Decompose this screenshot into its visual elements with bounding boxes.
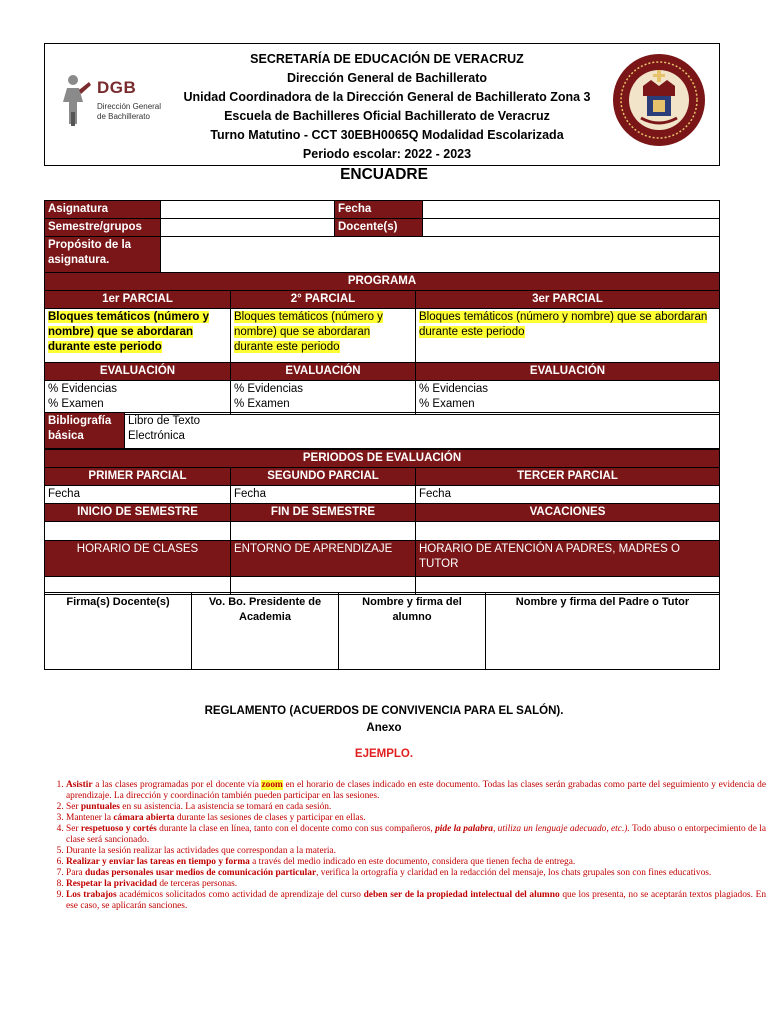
rule-text: deben ser de la propiedad intelectual del alumno [363,890,560,900]
rule-item [66,868,766,879]
periodos-table [44,449,720,595]
rule-text: respetuoso y cortés [80,824,157,834]
examen-text: % Examen [419,398,475,410]
rule-text: , utiliza un lenguaje adecuado, etc.). [492,824,630,834]
vacaciones-field[interactable] [416,522,720,541]
entorno-aprendizaje-header: ENTORNO DE APRENDIZAJE [231,541,416,577]
rule-text: , verifica la ortografía y claridad en la redacción del mensaje, los chats grupales son con fines educativos. [316,868,712,878]
header-line: Periodo escolar: 2022 - 2023 [302,147,472,161]
header-line: SECRETARÍA DE EDUCACIÓN DE VERACRUZ [250,52,524,66]
parcial2-header: 2° PARCIAL [231,291,416,309]
periodos-header: PERIODOS DE EVALUACIÓN [45,450,720,468]
bibliografia-field[interactable] [125,413,720,449]
bloques-text: Bloques temáticos (número y nombre) que se abordaran durante este periodo [234,311,383,353]
dgb-sub-line: de Bachillerato [97,112,150,121]
header-box [44,43,720,166]
proposito-label-line: asignatura. [48,254,110,266]
segundo-parcial-header: SEGUNDO PARCIAL [231,468,416,486]
evaluacion1-cell[interactable] [45,381,231,415]
dgb-logo-subtitle [97,102,161,122]
rule-item [66,813,766,824]
reglamento-anexo: Anexo [366,722,402,734]
fecha-field[interactable] [423,201,720,219]
rule-text: Realizar y enviar las tareas en tiempo y forma [66,857,250,867]
evaluacion2-cell[interactable] [231,381,416,415]
rule-text: Para [66,868,86,878]
evidencias-text: % Evidencias [419,383,489,395]
parcial3-header: 3er PARCIAL [416,291,720,309]
evaluacion3-header: EVALUACIÓN [416,363,720,381]
rule-text: durante las sesiones de clases y participar en ellas. [174,813,366,823]
header-line: Turno Matutino - CCT 30EBH0065Q Modalidad Escolarizada [210,128,564,142]
docentes-field[interactable] [423,219,720,237]
rules-list [24,780,766,912]
segundo-fecha-field[interactable]: Fecha [231,486,416,504]
rule-text: Todo abuso o entorpecimiento de la clase será sancionado. [66,824,767,845]
rule-item [66,879,766,890]
ejemplo-label: EJEMPLO. [354,748,414,760]
page-title: ENCUADRE [340,166,428,183]
signatures-table [44,592,720,670]
presidente-academia-cell[interactable]: Vo. Bo. Presidente de Academia [192,593,339,670]
rule-item [66,824,766,846]
rule-text: dudas personales usar medios de comunicación particular [85,868,317,878]
rule-text: académicos solicitados como actividad de aprendizaje del curso [116,890,364,900]
primer-parcial-header: PRIMER PARCIAL [45,468,231,486]
rule-text: Mantener la [66,813,114,823]
primer-fecha-field[interactable]: Fecha [45,486,231,504]
dgb-logo-text: DGB [97,78,137,97]
rule-item [66,802,766,813]
examen-text: % Examen [234,398,290,410]
rule-text: Los trabajos [66,890,117,900]
bloques-text: Bloques temáticos (número y nombre) que se abordaran durante este periodo [48,311,210,353]
parcial2-bloques[interactable] [231,309,416,363]
evaluacion2-header: EVALUACIÓN [231,363,416,381]
inicio-semestre-header: INICIO DE SEMESTRE [45,504,231,522]
rule-text: puntuales [80,802,120,812]
rule-text: en el horario de clases indicado en este documento. Todas las clases serán grabadas como parte del seguimiento y evidencia de aprendizaje. La dirección y coordinación también pueden participar en las sesiones. [66,780,766,801]
semestre-field[interactable] [161,219,335,237]
parcial1-bloques[interactable] [45,309,231,363]
libro-line: Electrónica [128,430,185,442]
reglamento-title-line: REGLAMENTO (ACUERDOS DE CONVIVENCIA PARA EL SALÓN). [204,705,564,717]
libro-line: Libro de Texto [128,415,201,427]
rule-text: Ser [66,802,81,812]
dgb-sub-line: Dirección General [97,102,162,111]
evaluacion1-header: EVALUACIÓN [45,363,231,381]
parcial3-bloques[interactable] [416,309,720,363]
rule-text: Asistir [66,780,93,790]
dgb-logo [57,72,177,142]
tercer-parcial-header: TERCER PARCIAL [416,468,720,486]
vacaciones-header: VACACIONES [416,504,720,522]
proposito-field[interactable] [161,237,720,273]
firma-docentes-cell[interactable]: Firma(s) Docente(s) [45,593,192,670]
school-seal-icon [611,52,707,148]
header-line: Unidad Coordinadora de la Dirección General de Bachillerato Zona 3 [183,90,591,104]
fin-semestre-header: FIN DE SEMESTRE [231,504,416,522]
rule-text: que los presenta, no se aceptarán textos plagiados. En ese caso, se aplicarán sanciones. [66,890,767,911]
header-lines [175,50,599,164]
evidencias-text: % Evidencias [234,383,304,395]
inicio-semestre-field[interactable] [45,522,231,541]
reglamento-title [0,703,768,737]
rule-text: de terceras personas. [156,879,238,889]
bibliografia-label-line: Bibliografía [48,415,112,427]
proposito-label [45,237,161,273]
rule-text: Ser [66,824,81,834]
asignatura-label: Asignatura [45,201,161,219]
rule-text: Respetar la privacidad [66,879,157,889]
proposito-label-line: Propósito de la [48,239,132,251]
horario-atencion-header: HORARIO DE ATENCIÓN A PADRES, MADRES O TUTOR [416,541,720,577]
bibliografia-label-line: básica [48,430,84,442]
semestre-label: Semestre/grupos [45,219,161,237]
evaluacion3-cell[interactable] [416,381,720,415]
rule-item [66,846,766,857]
rule-text: durante la clase en línea, tanto con el docente como con sus compañeros, [156,824,436,834]
dgb-figure-icon [59,72,95,128]
firma-padre-cell[interactable]: Nombre y firma del Padre o Tutor [486,593,720,670]
bloques-text: Bloques temáticos (número y nombre) que se abordaran durante este periodo [419,311,708,338]
firma-alumno-cell[interactable]: Nombre y firma del alumno [339,593,486,670]
form-header-table [44,200,720,273]
tercer-fecha-field[interactable]: Fecha [416,486,720,504]
rule-item [66,857,766,868]
header-line: Dirección General de Bachillerato [286,71,488,85]
docentes-label: Docente(s) [335,219,423,237]
programa-header: PROGRAMA [45,273,720,291]
horario-clases-header: HORARIO DE CLASES [45,541,231,577]
bibliografia-label [45,413,125,449]
rule-text: pide la palabra [435,824,493,834]
parcial1-header: 1er PARCIAL [45,291,231,309]
rule-item [66,780,766,802]
evidencias-text: % Evidencias [48,383,118,395]
asignatura-field[interactable] [161,201,335,219]
fecha-label: Fecha [335,201,423,219]
examen-text: % Examen [48,398,104,410]
rule-text: en su asistencia. La asistencia se tomará en cada sesión. [119,802,332,812]
rule-text: Durante la sesión realizar las actividades que correspondan a la materia. [66,846,336,856]
fin-semestre-field[interactable] [231,522,416,541]
rule-item [66,890,766,912]
programa-table [44,272,720,415]
rule-text: a través del medio indicado en este documento, considera que tienen fecha de entrega. [249,857,576,867]
rule-text: zoom [261,780,283,790]
rule-text: cámara abierta [113,813,175,823]
bibliografia-table [44,412,720,449]
rule-text: a las clases programadas por el docente vía [92,780,262,790]
header-line: Escuela de Bachilleres Oficial Bachillerato de Veracruz [224,109,550,123]
